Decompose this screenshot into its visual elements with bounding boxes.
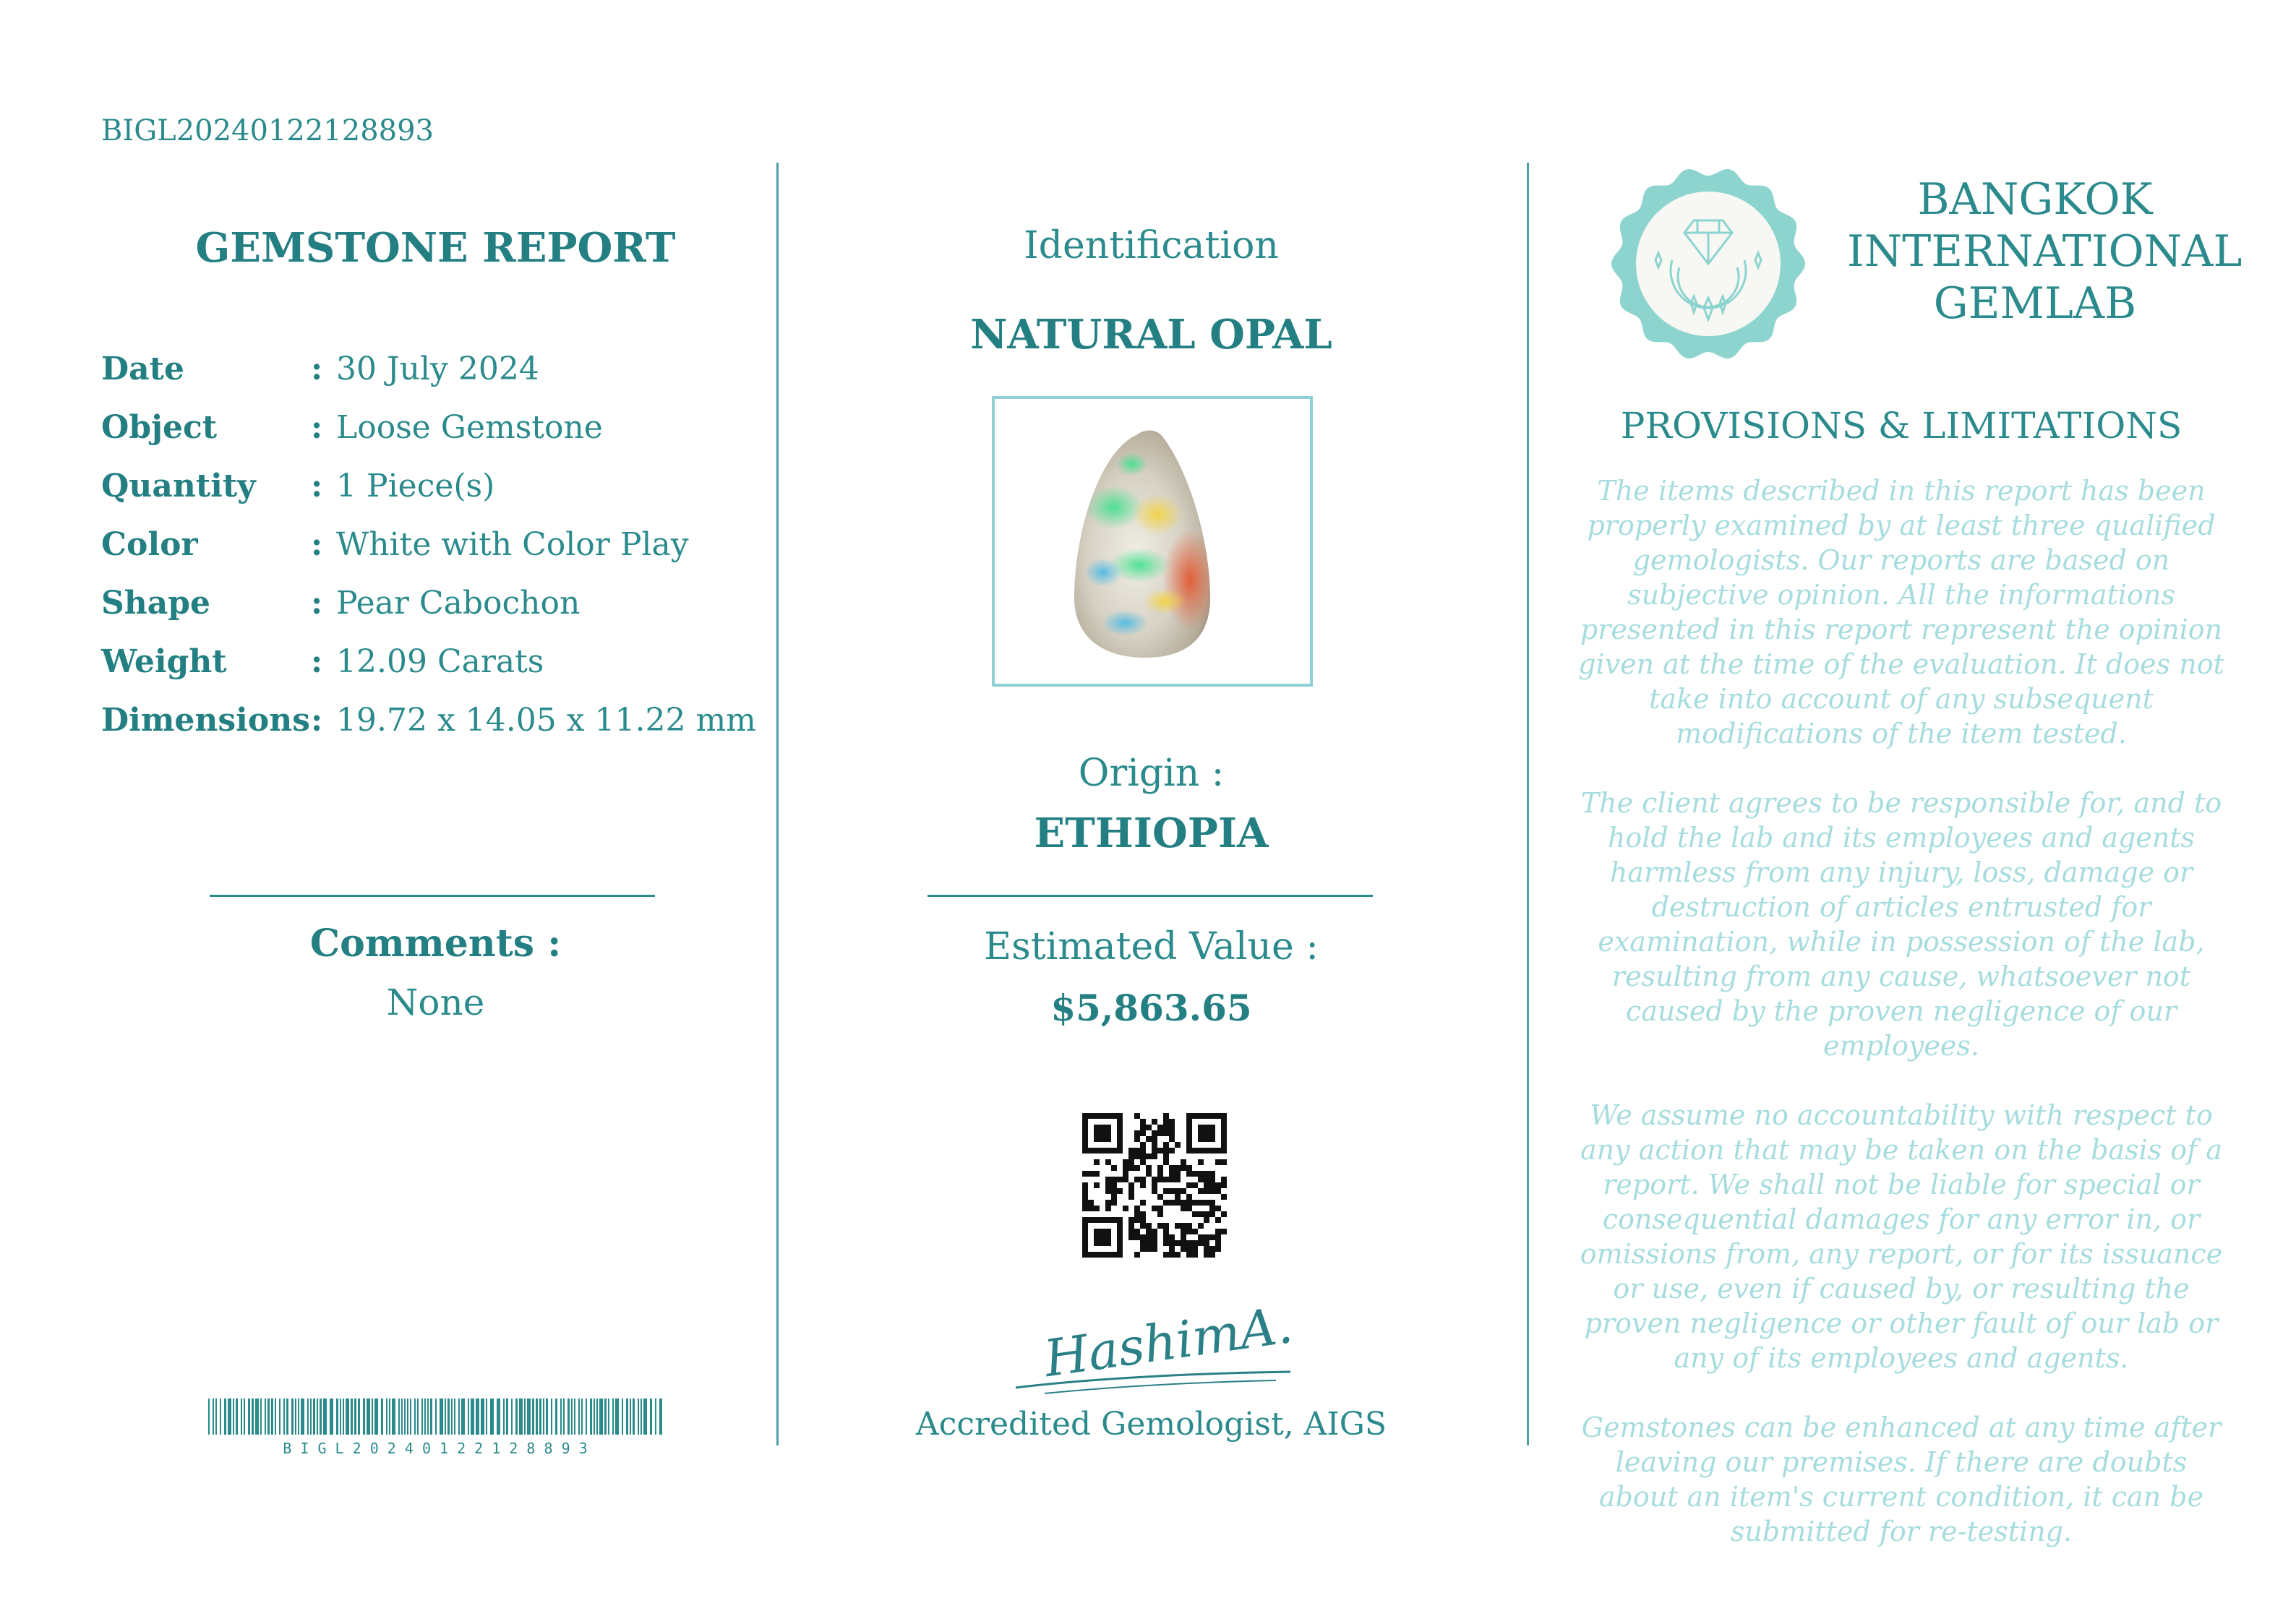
report-title: GEMSTONE REPORT [195, 224, 676, 272]
report-number: BIGL20240122128893 [101, 114, 434, 147]
detail-colon: : [311, 409, 323, 446]
detail-colon: : [311, 351, 323, 387]
detail-label: Object [101, 409, 218, 446]
provisions-paragraph: The client agrees to be responsible for, and to hold the lab and its employees and agents harmless from any injury, loss, damage or destruction of articles entrusted for examination, while in possession of the lab, resulting from any cause, whatsoever not caused by the proven negligence of our employees. [1580, 787, 2222, 1062]
detail-value: Loose Gemstone [336, 409, 603, 446]
detail-value: Pear Cabochon [336, 585, 581, 622]
gem-details-list [101, 340, 766, 749]
detail-row-object [101, 398, 766, 457]
detail-row-date [101, 340, 766, 398]
divider-value [928, 895, 1373, 897]
lab-name [1847, 173, 2243, 330]
detail-label: Quantity [101, 468, 256, 504]
detail-value: 1 Piece(s) [336, 468, 495, 504]
identification-label: Identification [1024, 224, 1279, 267]
detail-colon: : [311, 702, 323, 739]
provisions-text [1576, 473, 2227, 1584]
detail-label: Color [101, 526, 198, 563]
lab-name-line: BANGKOK [1917, 174, 2153, 225]
provisions-paragraph: Gemstones can be enhanced at any time after leaving our premises. If there are doubts about an item's current condition, it can be submitted for re-testing. [1581, 1412, 2222, 1547]
lab-seal-icon [1611, 166, 1806, 361]
identification-value: NATURAL OPAL [970, 311, 1332, 358]
detail-label: Shape [101, 585, 211, 622]
provisions-paragraph: The items described in this report has been properly examined by at least three qualified gemologists. Our reports are based on subjective opinion. All the informations presented in this report represent the opinion given at the time of the evaluation. It does not take into account of any subsequent modifications of the item tested. [1578, 475, 2224, 749]
column-divider-right [1527, 163, 1529, 1445]
provisions-title: PROVISIONS & LIMITATIONS [1620, 405, 2183, 447]
detail-colon: : [311, 585, 323, 622]
barcode-icon [208, 1399, 662, 1456]
detail-label: Dimensions [101, 702, 311, 739]
origin-value: ETHIOPIA [1034, 809, 1269, 857]
detail-label: Weight [101, 643, 227, 680]
divider-comments [210, 895, 655, 897]
detail-label: Date [101, 351, 184, 387]
lab-name-line: GEMLAB [1933, 278, 2137, 329]
lab-name-line: INTERNATIONAL [1847, 226, 2243, 277]
estimated-value-amount: $5,863.65 [1050, 987, 1252, 1029]
estimated-value-label: Estimated Value : [984, 925, 1319, 968]
detail-value: White with Color Play [336, 526, 689, 563]
gemologist-title: Accredited Gemologist, AIGS [915, 1406, 1387, 1443]
qr-code-icon [1082, 1113, 1227, 1258]
comments-value: None [386, 981, 485, 1023]
barcode-number: B I G L 2 0 2 4 0 1 2 2 1 2 8 8 9 3 [283, 1440, 588, 1456]
detail-colon: : [311, 468, 323, 504]
detail-row-dimensions [101, 691, 766, 749]
opal-gemstone-image [995, 399, 1310, 684]
svg-text:HashimA.: HashimA. [1040, 1294, 1296, 1389]
detail-row-color [101, 515, 766, 574]
detail-row-shape [101, 574, 766, 632]
detail-row-quantity [101, 457, 766, 515]
detail-colon: : [311, 526, 323, 563]
comments-label: Comments : [309, 921, 562, 966]
provisions-paragraph: We assume no accountability with respect to any action that may be taken on the basis of a report. We shall not be liable for special or consequential damages for any error in, or omissions from, any report, or for its issuance or use, even if caused by, or resulting the proven negligence or other fault of our lab or any of its employees and agents. [1580, 1099, 2223, 1374]
gem-photo-frame [992, 396, 1313, 687]
detail-value: 19.72 x 14.05 x 11.22 mm [336, 702, 756, 739]
detail-colon: : [311, 643, 323, 680]
gemologist-signature [1001, 1286, 1305, 1399]
detail-value: 12.09 Carats [336, 643, 544, 680]
detail-row-weight [101, 632, 766, 691]
detail-value: 30 July 2024 [336, 351, 539, 387]
origin-label: Origin : [1078, 752, 1225, 795]
